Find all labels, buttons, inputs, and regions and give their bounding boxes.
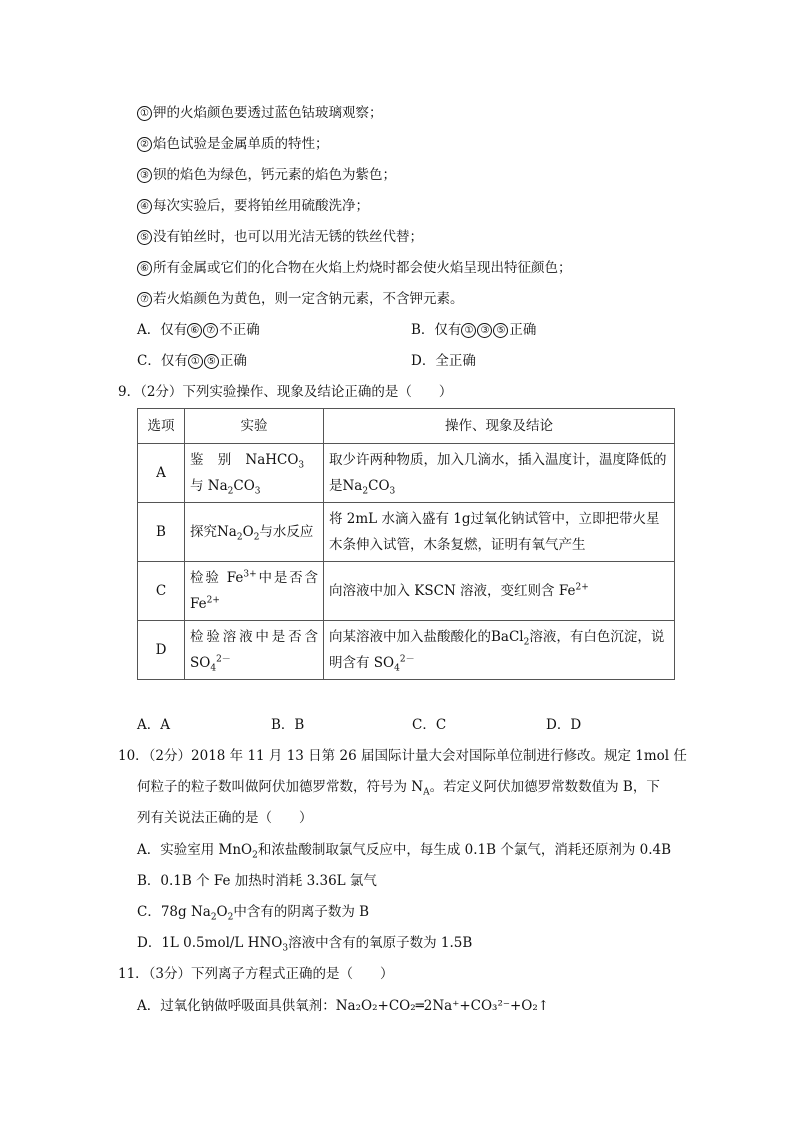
statement-text: 钾的火焰颜色要透过蓝色钴玻璃观察；: [153, 105, 383, 121]
q8-option-b[interactable]: B．仅有 ① ③ ⑤ 正确: [411, 322, 537, 338]
statement-2: [137, 134, 329, 154]
statement-4: [137, 196, 369, 216]
table-header-row: [138, 409, 675, 444]
statement-5: [137, 227, 423, 247]
circled-number: ⑤: [493, 323, 508, 338]
q8-option-c[interactable]: C．仅有 ① ⑤ 正确: [137, 353, 247, 369]
q10-stem-line1: 10．（2分）2018 年 11 月 13 日第 26 届国际计量大会对国际单位制进行修改。规定 1mol 任: [118, 748, 687, 764]
circled-number: ④: [137, 199, 152, 214]
q10-option-b[interactable]: B．0.1B 个 Fe 加热时消耗 3.36L 氯气: [137, 873, 377, 889]
statement-text: 没有铂丝时，也可以用光洁无锈的铁丝代替；: [153, 229, 423, 245]
statement-3: [137, 165, 396, 185]
circled-number: ①: [188, 354, 203, 369]
table-row: [138, 503, 675, 562]
statement-7: [137, 289, 464, 309]
row-experiment: 鉴 别 NaHCO$_3$ 与 $Na_2CO_3$: [185, 444, 324, 503]
row-option: C: [138, 562, 185, 621]
row-experiment: 检验溶液中是否含 $SO_4^{2-}$: [185, 621, 324, 680]
circled-number: ⑤: [204, 354, 219, 369]
statement-text: 每次实验后，要将铂丝用硫酸洗净；: [153, 198, 369, 214]
row-experiment: 检验 $Fe^{3+}$中是否含 $Fe^{2+}$: [185, 562, 324, 621]
circled-number: ①: [461, 323, 476, 338]
circled-number: ③: [477, 323, 492, 338]
q10-stem-line3: 列有关说法正确的是（ ）: [137, 810, 313, 826]
circled-number: ⑤: [137, 230, 152, 245]
statement-text: 若火焰颜色为黄色，则一定含钠元素，不含钾元素。: [153, 291, 464, 307]
row-result: 取少许两种物质，加入几滴水，插入温度计，温度降低的是$Na_2CO_3$: [324, 444, 675, 503]
q10-option-d[interactable]: D．1L 0.5mol/L $HNO_3$溶液中含有的氧原子数为 1.5B: [137, 935, 473, 954]
header-experiment: 实验: [185, 409, 324, 444]
circled-number: ⑦: [203, 323, 218, 338]
header-option: 选项: [138, 409, 185, 444]
q11-stem: 11．（3分）下列离子方程式正确的是（ ）: [118, 966, 394, 982]
statement-1: [137, 103, 383, 123]
q10-stem-line2: 何粒子的粒子数叫做阿伏加德罗常数，符号为 $N_A$。若定义阿伏加德罗常数数值为 B，下: [137, 779, 660, 798]
statement-text: 所有金属或它们的化合物在火焰上灼烧时都会使火焰呈现出特征颜色；: [153, 260, 572, 276]
table-row: [138, 444, 675, 503]
q9-option-d[interactable]: D．D: [546, 717, 582, 733]
q9-stem: 9．（2分）下列实验操作、现象及结论正确的是（ ）: [118, 384, 453, 400]
circled-number: ③: [137, 168, 152, 183]
q8-option-a[interactable]: A．仅有 ⑥ ⑦ 不正确: [137, 322, 260, 338]
q9-table: [137, 408, 675, 680]
statement-text: 焰色试验是金属单质的特性；: [153, 136, 329, 152]
header-result: 操作、现象及结论: [324, 409, 675, 444]
circled-number: ⑥: [137, 261, 152, 276]
statement-6: [137, 258, 572, 278]
row-experiment: 探究$Na_2O_2$与水反应: [185, 503, 324, 562]
table-row: [138, 621, 675, 680]
q9-option-c[interactable]: C．C: [412, 717, 447, 733]
row-option: B: [138, 503, 185, 562]
q9-option-a[interactable]: A．A: [137, 717, 170, 733]
circled-number: ①: [137, 106, 152, 121]
row-result: 向溶液中加入 KSCN 溶液，变红则含 $Fe^{2+}$: [324, 562, 675, 621]
table-row: [138, 562, 675, 621]
q9-option-b[interactable]: B．B: [271, 717, 305, 733]
circled-number: ⑥: [187, 323, 202, 338]
row-option: A: [138, 444, 185, 503]
statement-text: 钡的焰色为绿色，钙元素的焰色为紫色；: [153, 167, 396, 183]
q11-option-a[interactable]: A．过氧化钠做呼吸面具供氧剂：Na₂O₂+CO₂═2Na⁺+CO₃²⁻+O₂↑: [137, 998, 550, 1014]
q10-option-c[interactable]: C．78g $Na_2O_2$中含有的阴离子数为 B: [137, 904, 370, 923]
row-result: 将 2mL 水滴入盛有 1g过氧化钠试管中，立即把带火星木条伸入试管，木条复燃，证明有氧气产生: [324, 503, 675, 562]
circled-number: ②: [137, 137, 152, 152]
row-option: D: [138, 621, 185, 680]
row-result: 向某溶液中加入盐酸酸化的BaCl$_2$溶液，有白色沉淀，说明含有 $SO_4^{2-}$: [324, 621, 675, 680]
q10-option-a[interactable]: A．实验室用 MnO$_2$和浓盐酸制取氯气反应中，每生成 0.1B 个氯气，消耗还原剂为 0.4B: [137, 842, 672, 861]
circled-number: ⑦: [137, 292, 152, 307]
q8-option-d[interactable]: D．全正确: [411, 353, 476, 369]
